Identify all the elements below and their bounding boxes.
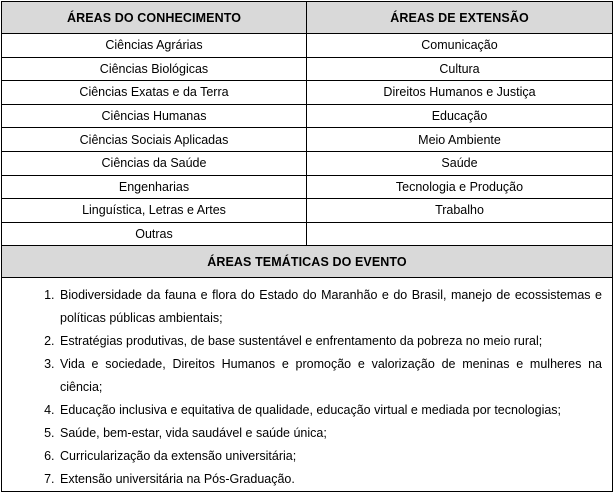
cell-conhecimento: Ciências Agrárias: [2, 34, 307, 58]
cell-extensao: Tecnologia e Produção: [307, 175, 613, 199]
themes-header: ÁREAS TEMÁTICAS DO EVENTO: [2, 246, 613, 278]
header-areas-extensao: ÁREAS DE EXTENSÃO: [307, 2, 613, 34]
theme-item: 5. Saúde, bem-estar, vida saudável e saúde única;: [58, 422, 602, 445]
cell-extensao: Trabalho: [307, 199, 613, 223]
cell-conhecimento: Ciências da Saúde: [2, 151, 307, 175]
cell-extensao: Comunicação: [307, 34, 613, 58]
table-row: [2, 151, 613, 175]
themes-header-row: [2, 246, 613, 278]
table-row: [2, 57, 613, 81]
theme-item: 2. Estratégias produtivas, de base sustentável e enfrentamento da pobreza no meio rural;: [58, 330, 602, 353]
cell-conhecimento: Outras: [2, 222, 307, 246]
theme-item: 7. Extensão universitária na Pós-Graduação.: [58, 468, 602, 491]
theme-item: 4. Educação inclusiva e equitativa de qualidade, educação virtual e mediada por tecnologias;: [58, 399, 602, 422]
header-row: [2, 2, 613, 34]
cell-conhecimento: Ciências Biológicas: [2, 57, 307, 81]
cell-conhecimento: Ciências Humanas: [2, 104, 307, 128]
table-row: [2, 81, 613, 105]
table-row: [2, 34, 613, 58]
themes-list: [2, 278, 612, 491]
table-row: [2, 175, 613, 199]
table-row: [2, 104, 613, 128]
cell-conhecimento: Engenharias: [2, 175, 307, 199]
theme-item: 6. Curricularização da extensão universitária;: [58, 445, 602, 468]
cell-extensao: Educação: [307, 104, 613, 128]
cell-conhecimento: Linguística, Letras e Artes: [2, 199, 307, 223]
table-row: [2, 199, 613, 223]
theme-item: 1. Biodiversidade da fauna e flora do Estado do Maranhão e do Brasil, manejo de ecossistemas e políticas públicas ambientais;: [58, 284, 602, 330]
cell-extensao: [307, 222, 613, 246]
cell-extensao: Cultura: [307, 57, 613, 81]
table-row: [2, 128, 613, 152]
cell-extensao: Direitos Humanos e Justiça: [307, 81, 613, 105]
cell-conhecimento: Ciências Exatas e da Terra: [2, 81, 307, 105]
cell-extensao: Meio Ambiente: [307, 128, 613, 152]
table-row: [2, 222, 613, 246]
header-areas-conhecimento: ÁREAS DO CONHECIMENTO: [2, 2, 307, 34]
cell-conhecimento: Ciências Sociais Aplicadas: [2, 128, 307, 152]
themes-list-cell: [2, 278, 613, 492]
themes-list-row: [2, 278, 613, 492]
areas-table: [1, 1, 613, 492]
cell-extensao: Saúde: [307, 151, 613, 175]
theme-item: 3. Vida e sociedade, Direitos Humanos e promoção e valorização de meninas e mulheres na ciência;: [58, 353, 602, 399]
